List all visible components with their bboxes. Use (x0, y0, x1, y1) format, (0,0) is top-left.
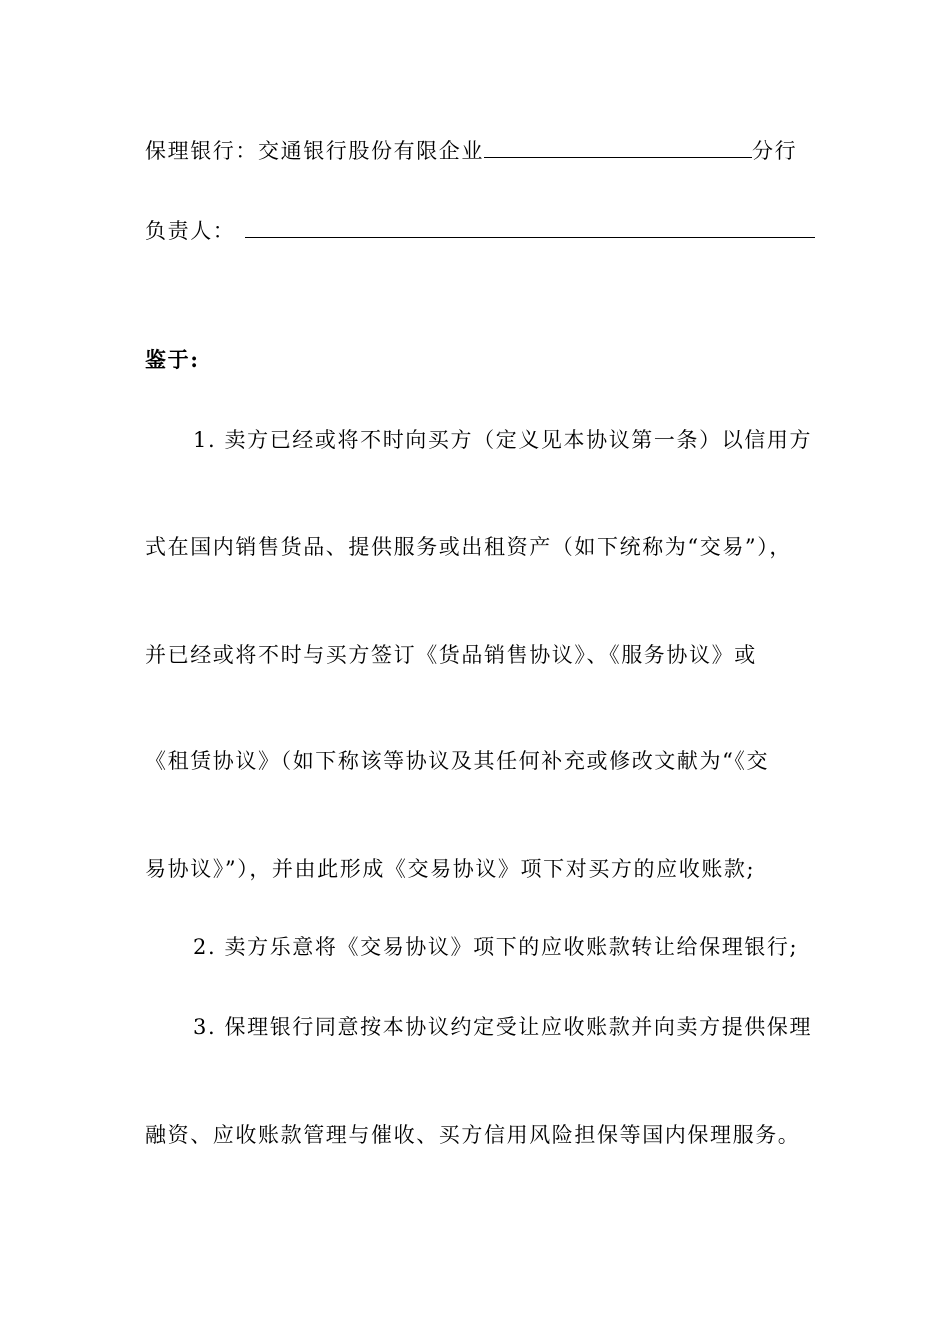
recital-1-line-2: 式在国内销售货品、提供服务或出租资产（如下统称为“交易”）， (145, 535, 792, 559)
responsible-person-label: 负责人： (145, 219, 236, 243)
recital-1-line-3: 并已经或将不时与买方签订《货品销售协议》、《服务协议》或 (145, 643, 757, 667)
recitals-heading: 鉴于: (145, 347, 200, 372)
recital-3-line-2: 融资、应收账款管理与催收、买方信用风险担保等国内保理服务。 (145, 1123, 801, 1147)
factoring-bank-label: 保理银行：交通银行股份有限企业 (145, 139, 484, 163)
factoring-bank-line (145, 136, 797, 166)
recital-1-line-1: 1. 卖方已经或将不时向买方（定义见本协议第一条）以信用方 (193, 428, 813, 452)
responsible-person-blank[interactable] (245, 217, 815, 238)
branch-suffix: 分行 (752, 139, 798, 163)
branch-name-blank[interactable] (484, 137, 752, 158)
recital-3-line-1: 3. 保理银行同意按本协议约定受让应收账款并向卖方提供保理 (193, 1015, 813, 1039)
recital-1-line-5: 易协议》”），并由此形成《交易协议》项下对买方的应收账款; (145, 857, 756, 881)
recital-1-line-4: 《租赁协议》（如下称该等协议及其任何补充或修改文献为“《交 (145, 749, 770, 773)
recital-2-line-1: 2. 卖方乐意将《交易协议》项下的应收账款转让给保理银行; (193, 935, 799, 959)
responsible-person-line (145, 216, 815, 246)
